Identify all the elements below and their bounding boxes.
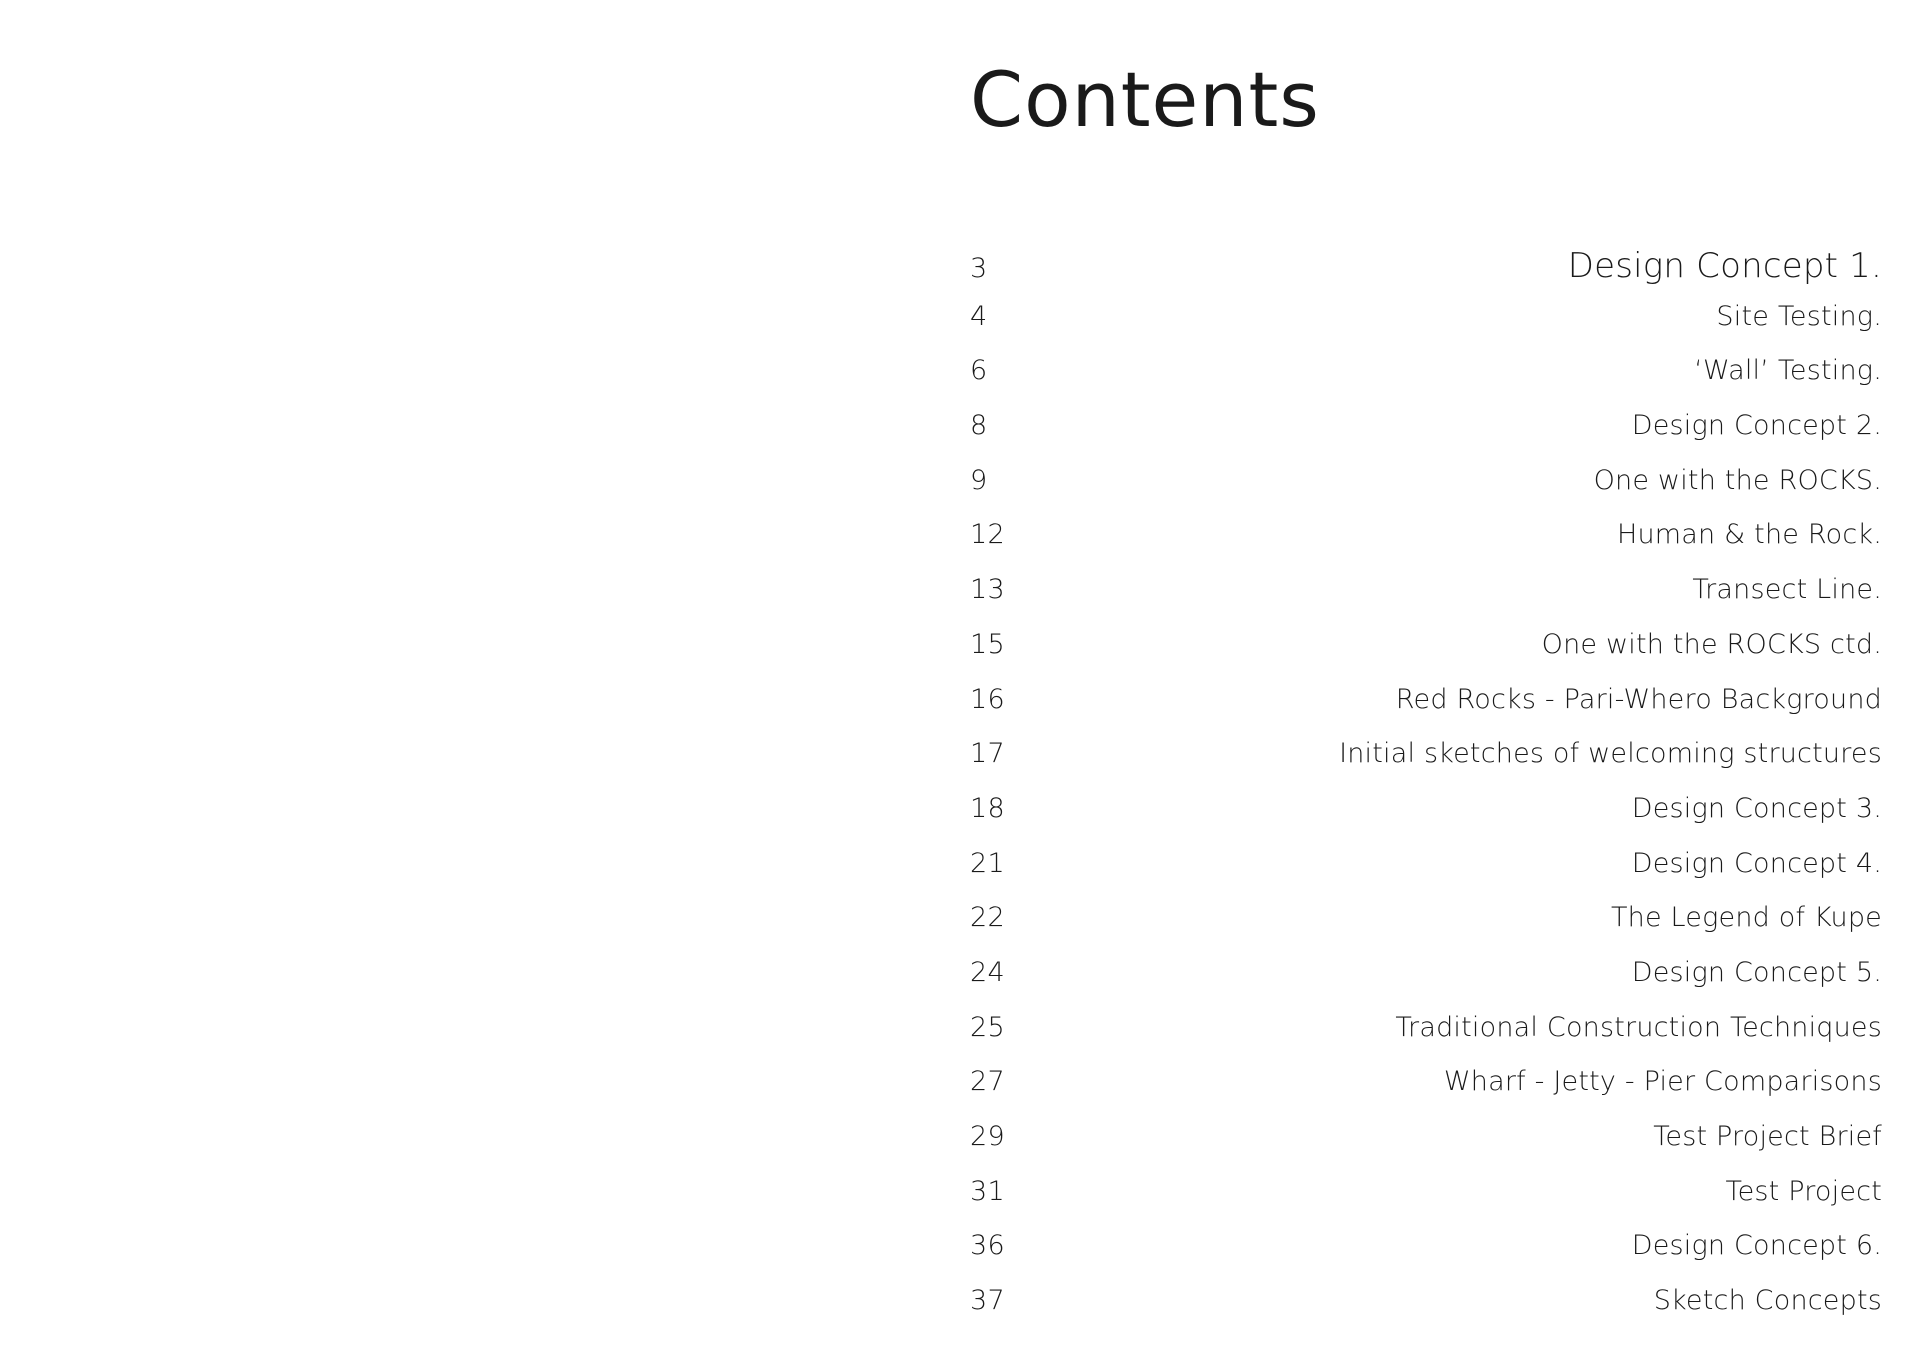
toc-entry-title: Test Project [1725,1175,1882,1207]
toc-page-number: 17 [970,738,1005,770]
toc-page-number: 4 [970,300,988,332]
toc-page-number: 36 [970,1230,1005,1262]
toc-entry[interactable] [970,1230,1882,1285]
toc-page-number: 24 [970,956,1005,988]
toc-page-number: 15 [970,628,1005,660]
toc-entry[interactable] [970,574,1882,629]
toc-page-number: 22 [970,902,1005,934]
toc-page-number: 13 [970,574,1005,606]
toc-entry[interactable] [970,793,1882,848]
toc-page-number: 29 [970,1121,1005,1152]
toc-page-number: 8 [970,410,988,442]
toc-page-number: 6 [970,355,988,387]
toc-entry-title: Initial sketches of welcoming structures [1339,738,1882,770]
toc-page-number: 37 [970,1285,1005,1317]
toc-entry-title: Red Rocks - Pari-Whero Background [1395,683,1882,715]
toc-entry-title: Test Project Brief [1653,1121,1882,1152]
toc-entry[interactable] [970,629,1882,684]
toc-entry-title: Transect Line. [1692,574,1882,606]
toc-entry[interactable] [970,684,1882,739]
toc-entry-title: Sketch Concepts [1653,1285,1882,1317]
toc-entry[interactable] [970,1012,1882,1067]
toc-entry[interactable] [970,902,1882,957]
toc-entry[interactable] [970,519,1882,574]
toc-entry[interactable] [970,301,1882,356]
toc-entry[interactable] [970,738,1882,793]
toc-entry-title: One with the ROCKS ctd. [1541,628,1882,660]
toc-page-number: 18 [970,792,1005,824]
toc-page-number: 21 [970,847,1005,879]
toc-entry-title: Design Concept 5. [1631,956,1882,988]
toc-entry[interactable] [970,1285,1882,1340]
toc-entry-title: ‘Wall’ Testing. [1694,355,1882,387]
toc-entry-title: Human & the Rock. [1616,519,1882,551]
toc-entry-title: Wharf - Jetty - Pier Comparisons [1443,1066,1882,1098]
toc-entry[interactable] [970,1176,1882,1231]
toc-page-number: 25 [970,1011,1005,1043]
toc-page-number: 9 [970,464,988,496]
toc-entry-title: The Legend of Kupe [1610,902,1882,934]
toc-entry[interactable] [970,465,1882,520]
toc-entry-title: Design Concept 3. [1631,792,1882,824]
toc-page-number: 12 [970,519,1005,551]
toc-page-number: 27 [970,1066,1005,1098]
toc-entry-title: Design Concept 6. [1631,1230,1882,1262]
toc-page-number: 3 [970,253,988,284]
toc-entry[interactable] [970,1066,1882,1121]
toc-entry[interactable] [970,410,1882,465]
toc-entry-title: Design Concept 2. [1631,410,1882,442]
toc-page-number: 31 [970,1175,1005,1207]
toc-entry[interactable] [970,957,1882,1012]
toc-entry-title: Site Testing. [1716,300,1882,332]
toc-entry[interactable] [970,848,1882,903]
toc-entry[interactable] [970,1121,1882,1176]
toc-entry-title: Design Concept 4. [1631,847,1882,879]
table-of-contents [970,246,1882,1340]
toc-entry[interactable] [970,355,1882,410]
toc-entry[interactable] [970,246,1882,301]
page-title: Contents [970,55,1320,144]
toc-entry-title: Design Concept 1. [1567,246,1882,286]
toc-entry-title: Traditional Construction Techniques [1395,1011,1882,1043]
toc-entry-title: One with the ROCKS. [1593,464,1882,496]
toc-page-number: 16 [970,683,1005,715]
